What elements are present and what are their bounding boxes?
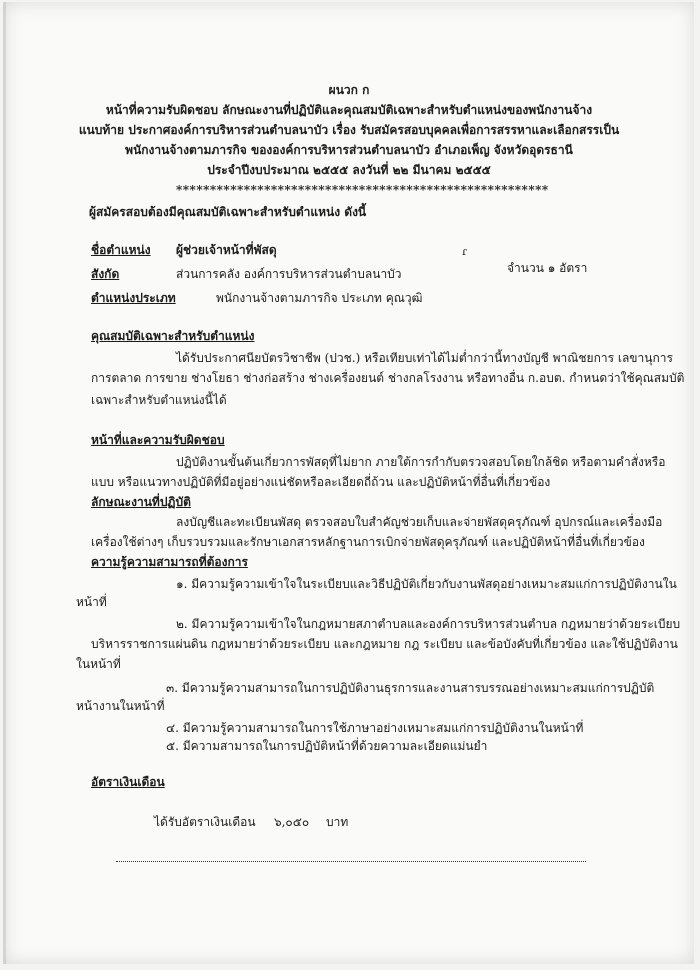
header-line-4: ประจำปีงบประมาณ ๒๕๕๕ ลงวันที่ ๒๒ มีนาคม ๒๕๕๕ [207, 163, 491, 177]
work-line-2: เครื่องใช้ต่างๆ เก็บรวบรวมและรักษาเอกสารหลักฐานการเบิกจ่ายพัสดุครุภัณฑ์ และปฏิบัติหน้าที่อื่นที่เกี่ยวข้อง [91, 535, 645, 549]
duties-line-1: ปฏิบัติงานขั้นต้นเกี่ยวการพัสดุที่ไม่ยาก ภายใต้การกำกับตรวจสอบโดยใกล้ชิด หรือตามคำสั่งหรือ [176, 455, 666, 469]
knowledge-item-3: ๓. มีความรู้ความสามารถในการปฏิบัติงานธุรการและงานสารบรรณอย่างเหมาะสมแก่การปฏิบัติ [166, 681, 655, 695]
knowledge-item-3-cont: หน้างานในหน้าที่ [76, 699, 165, 713]
knowledge-item-5: ๕. มีความสามารถในการปฏิบัติหน้าที่ด้วยความละเอียดแม่นยำ [166, 739, 488, 753]
knowledge-item-4: ๔. มีความรู้ความสามารถในการใช้ภาษาอย่างเหมาะสมแก่การปฏิบัติงานในหน้าที่ [166, 721, 584, 735]
knowledge-heading: ความรู้ความสามารถที่ต้องการ [91, 555, 248, 569]
department-value: ส่วนการคลัง องค์การบริหารส่วนตำบลนาบัว [176, 267, 402, 281]
pen-mark: ɾ [462, 245, 467, 258]
salary-amount: ๖,๐๕๐ [274, 815, 310, 829]
dotted-separator [116, 860, 586, 862]
header-line-1: หน้าที่ความรับผิดชอบ ลักษณะงานที่ปฏิบัติและคุณสมบัติเฉพาะสำหรับตำแหน่งของพนักงานจ้าง [105, 103, 593, 117]
header-line-2: แนบท้าย ประกาศองค์การบริหารส่วนตำบลนาบัว เรื่อง รับสมัครสอบบุคคลเพื่อการสรรหาและเลือกสรรเป็น [78, 123, 620, 137]
department-label: สังกัด [91, 267, 120, 281]
qualification-line-3: เฉพาะสำหรับตำแหน่งนี้ได้ [91, 393, 227, 407]
knowledge-item-1-cont: หน้าที่ [76, 595, 107, 609]
position-count: จำนวน ๑ อัตรา [507, 261, 588, 275]
duties-heading: หน้าที่และความรับผิดชอบ [91, 433, 225, 447]
salary-unit: บาท [326, 815, 349, 829]
work-line-1: ลงบัญชีและทะเบียนพัสดุ ตรวจสอบใบสำคัญช่วยเก็บและจ่ายพัสดุครุภัณฑ์ อุปกรณ์และเครื่องมือ [176, 515, 663, 529]
work-heading: ลักษณะงานที่ปฏิบัติ [91, 495, 191, 509]
header-line-3: พนักงานจ้างตามภารกิจ ขององค์การบริหารส่วนตำบลนาบัว อำเภอเพ็ญ จังหวัดอุดรธานี [125, 143, 573, 157]
qualification-line-2: การตลาด การขาย ช่างโยธา ช่างก่อสร้าง ช่างเครื่องยนต์ ช่างกลโรงงาน หรือทางอื่น ก.อบต. กำหนดว่าใช้คุณสมบัติ [91, 371, 685, 385]
knowledge-item-2-cont-2: ในหน้าที่ [76, 657, 121, 671]
knowledge-item-2: ๒. มีความรู้ความเข้าใจในกฎหมายสภาตำบลและองค์การบริหารส่วนตำบล กฎหมายว่าด้วยระเบียบ [176, 617, 681, 631]
position-type-value: พนักงานจ้างตามภารกิจ ประเภท คุณวุฒิ [216, 291, 423, 305]
duties-line-2: แบบ หรือแนวทางปฏิบัติที่มีอยู่อย่างแน่ชัดหรือละเอียดถี่ถ้วน และปฏิบัติหน้าที่อื่นที่เกี่ยวข้อง [91, 475, 551, 489]
qualification-heading: คุณสมบัติเฉพาะสำหรับตำแหน่ง [91, 329, 255, 343]
position-name-value: ผู้ช่วยเจ้าหน้าที่พัสดุ [176, 243, 277, 257]
knowledge-item-1: ๑. มีความรู้ความเข้าใจในระเบียบและวิธีปฏิบัติเกี่ยวกับงานพัสดุอย่างเหมาะสมแก่การปฏิบัติงานใน [176, 577, 677, 591]
position-name-label: ชื่อตำแหน่ง [91, 243, 151, 257]
intro-text: ผู้สมัครสอบต้องมีคุณสมบัติเฉพาะสำหรับตำแหน่ง ดังนี้ [89, 205, 367, 219]
salary-label: ได้รับอัตราเงินเดือน [154, 815, 256, 829]
qualification-line-1: ได้รับประกาศนียบัตรวิชาชีพ (ปวช.) หรือเทียบเท่าได้ไม่ต่ำกว่านี้ทางบัญชี พาณิชยการ เลขานุการ [176, 351, 673, 365]
star-divider: ******************************************************* [176, 183, 549, 197]
position-type-label: ตำแหน่งประเภท [91, 291, 176, 305]
knowledge-item-2-cont-1: บริหารราชการแผ่นดิน กฎหมายว่าด้วยระเบียบ และกฎหมาย กฎ ระเบียบ และข้อบังคับที่เกี่ยวข้อง และใช้ปฏิบัติงาน [91, 637, 678, 651]
document-page [3, 2, 694, 964]
salary-heading: อัตราเงินเดือน [91, 775, 165, 789]
appendix-title: ผนวก ก [328, 83, 370, 97]
